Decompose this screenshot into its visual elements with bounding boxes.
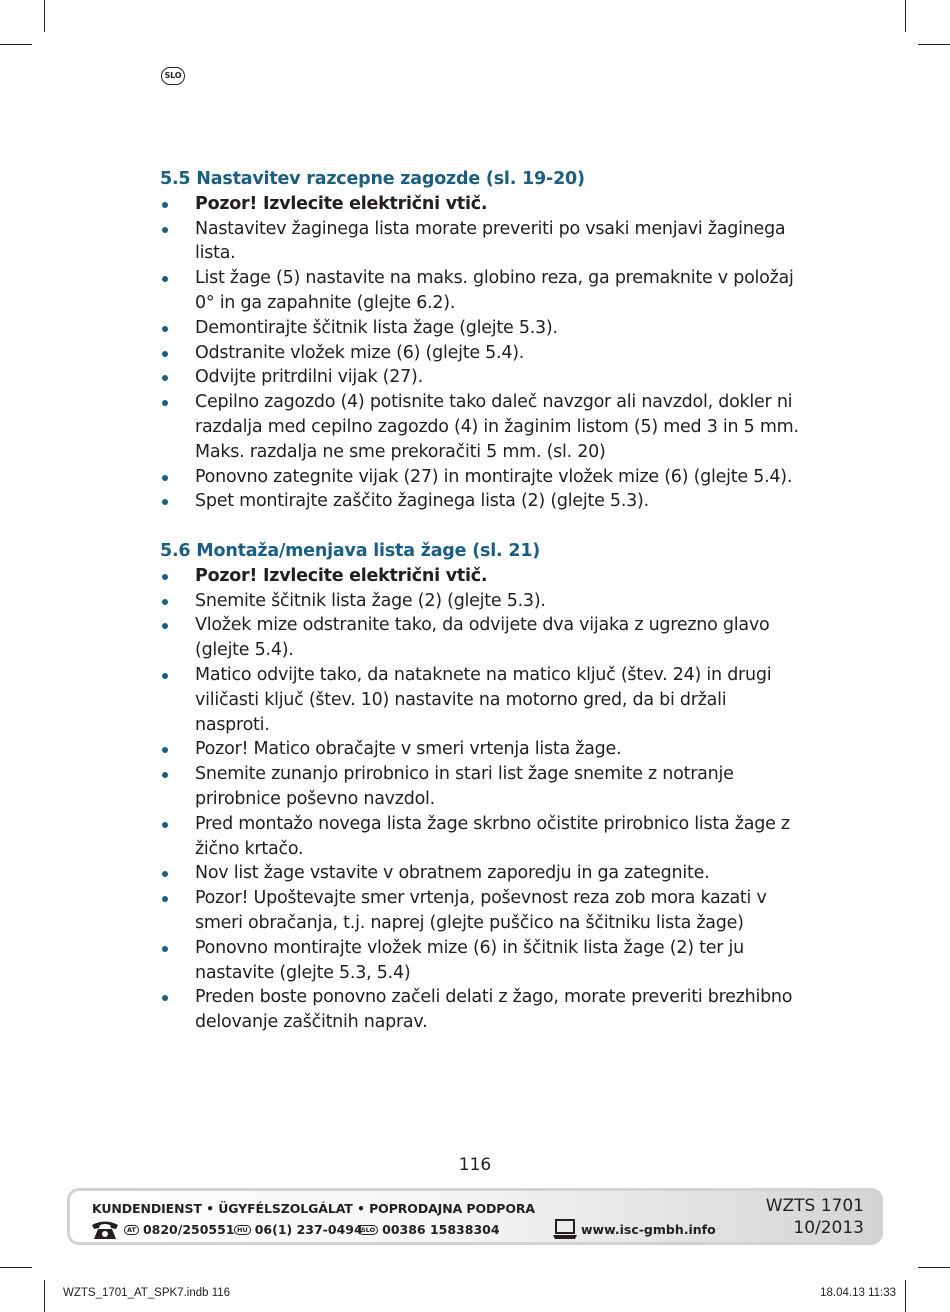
list-item: Preden boste ponovno začeli delati z žago, morate preveriti brezhibno delovanje zaščitnih naprav. bbox=[160, 985, 800, 1035]
list-item: Pozor! Upoštevajte smer vrtenja, poševnost reza zob mora kazati v smeri obračanja, t.j. naprej (glejte puščico na ščitniku lista žage) bbox=[160, 886, 800, 936]
crop-mark bbox=[44, 1280, 45, 1312]
phone-number: 0820/250551 bbox=[142, 1222, 235, 1237]
section-list bbox=[160, 564, 800, 1035]
phone-slo[interactable] bbox=[358, 1222, 500, 1237]
list-item: Snemite zunanjo prirobnico in stari list žage snemite z notranje prirobnice poševno navzdol. bbox=[160, 762, 800, 812]
print-slug-file: WZTS_1701_AT_SPK7.indb 116 bbox=[63, 1287, 231, 1299]
print-slug-date: 18.04.13 11:33 bbox=[820, 1287, 896, 1299]
phone-at[interactable] bbox=[124, 1222, 235, 1237]
list-item: Matico odvijte tako, da nataknete na matico ključ (štev. 24) in drugi viličasti ključ (štev. 10) nastavite na motorno gred, da bi držali nasproti. bbox=[160, 663, 800, 737]
list-item: Vložek mize odstranite tako, da odvijete dva vijaka z ugrezno glavo (glejte 5.4). bbox=[160, 613, 800, 663]
phone-hu[interactable] bbox=[234, 1222, 363, 1237]
list-item: List žage (5) nastavite na maks. globino reza, ga premaknite v položaj 0° in ga zapahnite (glejte 6.2). bbox=[160, 266, 800, 316]
page-number: 116 bbox=[458, 1155, 492, 1175]
list-item: Odstranite vložek mize (6) (glejte 5.4). bbox=[160, 341, 800, 366]
country-flag: HU bbox=[234, 1225, 251, 1235]
laptop-icon bbox=[552, 1218, 578, 1240]
list-item: Spet montirajte zaščito žaginega lista (2) (glejte 5.3). bbox=[160, 489, 800, 514]
crop-mark bbox=[905, 1280, 906, 1312]
model-number: WZTS 1701 bbox=[765, 1196, 864, 1216]
country-flag: AT bbox=[124, 1225, 139, 1235]
phone-number: 00386 15838304 bbox=[382, 1222, 500, 1237]
crop-mark bbox=[0, 44, 32, 45]
section-title: 5.6 Montaža/menjava lista žage (sl. 21) bbox=[160, 540, 541, 561]
list-item: Ponovno zategnite vijak (27) in montirajte vložek mize (6) (glejte 5.4). bbox=[160, 465, 800, 490]
crop-mark bbox=[918, 1267, 950, 1268]
crop-mark bbox=[905, 0, 906, 32]
phone-number: 06(1) 237-0494 bbox=[254, 1222, 363, 1237]
section-title: 5.5 Nastavitev razcepne zagozde (sl. 19-20) bbox=[160, 169, 585, 189]
telephone-icon bbox=[90, 1219, 120, 1241]
list-item: Nov list žage vstavite v obratnem zaporedju in ga zategnite. bbox=[160, 861, 800, 886]
list-item: Pozor! Izvlecite električni vtič. bbox=[160, 564, 800, 589]
service-footer bbox=[67, 1188, 883, 1245]
list-item: Pozor! Izvlecite električni vtič. bbox=[160, 192, 800, 217]
website-link[interactable]: www.isc-gmbh.info bbox=[581, 1222, 716, 1237]
list-item: Snemite ščitnik lista žage (2) (glejte 5.3). bbox=[160, 589, 800, 614]
list-item: Pred montažo novega lista žage skrbno očistite prirobnico lista žage z žično krtačo. bbox=[160, 812, 800, 862]
list-item: Demontirajte ščitnik lista žage (glejte 5.3). bbox=[160, 316, 800, 341]
service-heading: KUNDENDIENST • ÜGYFÉLSZOLGÁLAT • POPRODAJNA PODPORA bbox=[92, 1201, 535, 1216]
country-flag: SLO bbox=[358, 1225, 378, 1235]
list-item: Odvijte pritrdilni vijak (27). bbox=[160, 365, 800, 390]
list-item: Cepilno zagozdo (4) potisnite tako daleč navzgor ali navzdol, dokler ni razdalja med cepilno zagozdo (4) in žaginim listom (5) med 3 in 5 mm. Maks. razdalja ne sme prekoračiti 5 mm. (sl. 20) bbox=[160, 390, 800, 464]
list-item: Ponovno montirajte vložek mize (6) in ščitnik lista žage (2) ter ju nastavite (glejte 5.3, 5.4) bbox=[160, 936, 800, 986]
section-list bbox=[160, 192, 800, 514]
manual-content bbox=[160, 167, 800, 1035]
language-badge: SLO bbox=[161, 67, 185, 85]
crop-mark bbox=[44, 0, 45, 32]
crop-mark bbox=[918, 44, 950, 45]
list-item: Nastavitev žaginega lista morate preveriti po vsaki menjavi žaginega lista. bbox=[160, 217, 800, 267]
edition-date: 10/2013 bbox=[793, 1218, 864, 1238]
list-item: Pozor! Matico obračajte v smeri vrtenja lista žage. bbox=[160, 737, 800, 762]
crop-mark bbox=[0, 1267, 32, 1268]
